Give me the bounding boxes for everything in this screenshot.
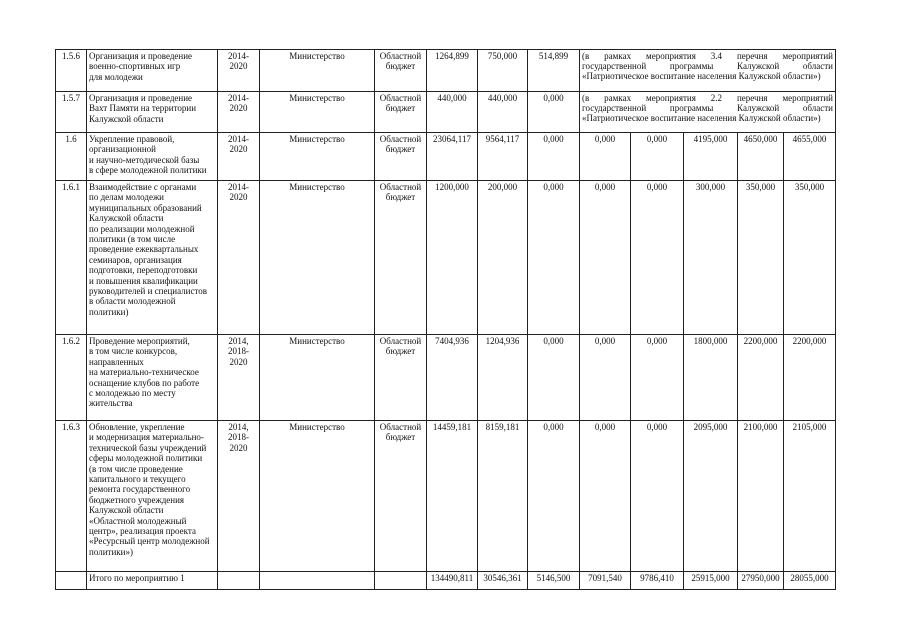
row-value-3: 0,000 xyxy=(580,421,631,572)
note-line: «Патриотическое воспитание населения Калужской области») xyxy=(582,113,821,124)
row-value-2: 0,000 xyxy=(528,133,580,181)
row-value-4: 0,000 xyxy=(631,421,684,572)
row-executor: Министерство xyxy=(260,421,375,572)
budget-table xyxy=(55,49,836,590)
row-value-1: 1204,936 xyxy=(478,335,528,421)
row-executor: Министерство xyxy=(260,50,375,92)
total-value-6: 27950,000 xyxy=(738,572,784,590)
row-value-3: 0,000 xyxy=(580,133,631,181)
table-row xyxy=(56,50,836,92)
row-executor: Министерство xyxy=(260,133,375,181)
row-executor: Министерство xyxy=(260,181,375,335)
row-value-1: 200,000 xyxy=(478,181,528,335)
row-years: 2014- 2020 xyxy=(218,92,260,133)
table-row xyxy=(56,133,836,181)
row-name: Проведение мероприятий, в том числе конкурсов, направленных на материально-техническое оснащение клубов по работе с молодежью по месту жительства xyxy=(87,335,218,421)
table-row xyxy=(56,92,836,133)
table-row xyxy=(56,335,836,421)
row-code: 1.6.3 xyxy=(56,421,87,572)
row-source: Областной бюджет xyxy=(375,421,427,572)
row-code: 1.5.7 xyxy=(56,92,87,133)
total-row xyxy=(56,572,836,590)
row-value-1: 440,000 xyxy=(478,92,528,133)
note-line: «Патриотическое воспитание населения Калужской области») xyxy=(582,71,821,82)
note-line: (в рамках мероприятия 3.4 перечня мероприятий xyxy=(582,51,833,61)
row-years: 2014- 2020 xyxy=(218,50,260,92)
row-total: 23064,117 xyxy=(427,133,478,181)
row-total: 14459,181 xyxy=(427,421,478,572)
row-value-2: 0,000 xyxy=(528,92,580,133)
row-name: Обновление, укрепление и модернизация материально- технической базы учреждений сферы молодежной политики (в том числе проведение капитального и текущего ремонта государственного бюджетного учреждения Калужской области «Областной молодежный центр», реализация проекта «Ресурсный центр молодежной политики») xyxy=(87,421,218,572)
total-value-5: 25915,000 xyxy=(684,572,738,590)
row-value-2: 514,899 xyxy=(528,50,580,92)
row-name: Укрепление правовой, организационной и научно-методической базы в сфере молодежной политики xyxy=(87,133,218,181)
row-value-7: 2200,000 xyxy=(784,335,836,421)
row-executor: Министерство xyxy=(260,92,375,133)
row-value-7: 4655,000 xyxy=(784,133,836,181)
row-value-3: 0,000 xyxy=(580,181,631,335)
row-value-1: 750,000 xyxy=(478,50,528,92)
row-code: 1.6.2 xyxy=(56,335,87,421)
row-executor: Министерство xyxy=(260,335,375,421)
row-value-6: 2100,000 xyxy=(738,421,784,572)
row-value-1: 8159,181 xyxy=(478,421,528,572)
row-source: Областной бюджет xyxy=(375,181,427,335)
row-value-2: 0,000 xyxy=(528,421,580,572)
row-value-4: 0,000 xyxy=(631,335,684,421)
table-row xyxy=(56,181,836,335)
row-total: 1264,899 xyxy=(427,50,478,92)
note-line: (в рамках мероприятия 2.2 перечня мероприятий xyxy=(582,93,833,103)
total-value-7: 28055,000 xyxy=(784,572,836,590)
table-row xyxy=(56,421,836,572)
row-name: Организация и проведение военно-спортивных игр для молодежи xyxy=(87,50,218,92)
row-value-4: 0,000 xyxy=(631,181,684,335)
row-source: Областной бюджет xyxy=(375,50,427,92)
row-years: 2014- 2020 xyxy=(218,181,260,335)
row-note xyxy=(580,92,836,133)
row-code: 1.6.1 xyxy=(56,181,87,335)
total-code xyxy=(56,572,87,590)
row-value-5: 300,000 xyxy=(684,181,738,335)
total-value-3: 7091,540 xyxy=(580,572,631,590)
row-value-6: 350,000 xyxy=(738,181,784,335)
row-source: Областной бюджет xyxy=(375,133,427,181)
row-total: 1200,000 xyxy=(427,181,478,335)
row-value-6: 2200,000 xyxy=(738,335,784,421)
row-source: Областной бюджет xyxy=(375,92,427,133)
total-value-2: 5146,500 xyxy=(528,572,580,590)
row-name: Организация и проведение Вахт Памяти на территории Калужской области xyxy=(87,92,218,133)
row-years: 2014, 2018- 2020 xyxy=(218,335,260,421)
total-source xyxy=(375,572,427,590)
row-value-6: 4650,000 xyxy=(738,133,784,181)
total-value-4: 9786,410 xyxy=(631,572,684,590)
row-value-5: 4195,000 xyxy=(684,133,738,181)
row-value-1: 9564,117 xyxy=(478,133,528,181)
row-value-7: 2105,000 xyxy=(784,421,836,572)
row-value-2: 0,000 xyxy=(528,181,580,335)
row-code: 1.6 xyxy=(56,133,87,181)
row-years: 2014- 2020 xyxy=(218,133,260,181)
total-label: Итого по мероприятию 1 xyxy=(87,572,218,590)
total-sum: 134490,811 xyxy=(427,572,478,590)
row-total: 7404,936 xyxy=(427,335,478,421)
row-value-2: 0,000 xyxy=(528,335,580,421)
row-name: Взаимодействие с органами по делам молодежи муниципальных образований Калужской области по реализации молодежной политики (в том числе проведение ежеквартальных семинаров, организация подготовки, переподготовки и повышения квалификации руководителей и специалистов в области молодежной политики) xyxy=(87,181,218,335)
row-value-4: 0,000 xyxy=(631,133,684,181)
row-total: 440,000 xyxy=(427,92,478,133)
row-source: Областной бюджет xyxy=(375,335,427,421)
total-value-1: 30546,361 xyxy=(478,572,528,590)
note-line: государственной программы Калужской области xyxy=(582,103,833,114)
row-value-7: 350,000 xyxy=(784,181,836,335)
note-line: государственной программы Калужской области xyxy=(582,61,833,72)
row-code: 1.5.6 xyxy=(56,50,87,92)
row-note xyxy=(580,50,836,92)
row-value-5: 1800,000 xyxy=(684,335,738,421)
row-years: 2014, 2018- 2020 xyxy=(218,421,260,572)
row-value-3: 0,000 xyxy=(580,335,631,421)
total-executor xyxy=(260,572,375,590)
total-years xyxy=(218,572,260,590)
row-value-5: 2095,000 xyxy=(684,421,738,572)
